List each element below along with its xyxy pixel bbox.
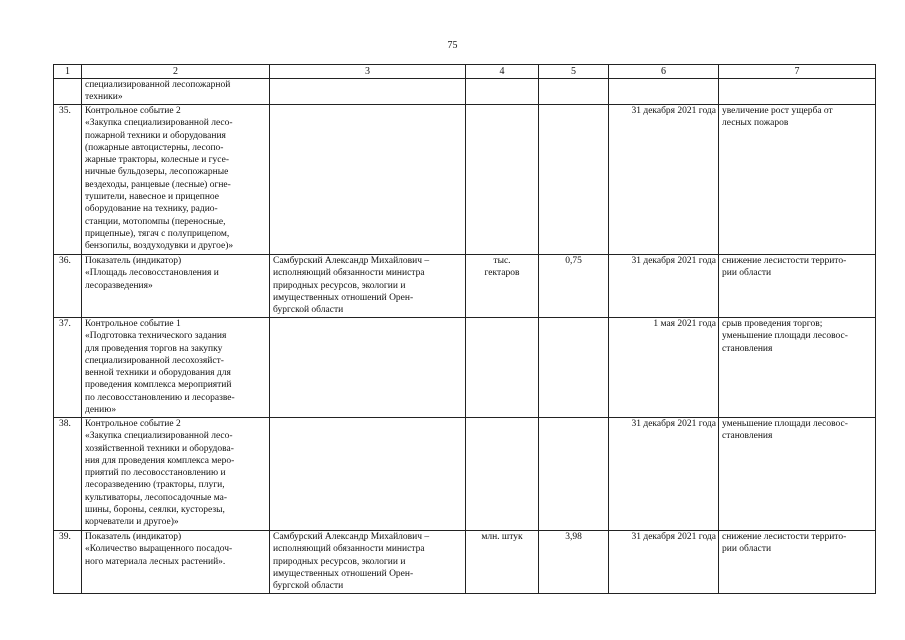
column-header: 2 xyxy=(82,65,270,79)
date-cell: 31 декабря 2021 года xyxy=(609,105,719,255)
table-row xyxy=(54,318,876,418)
row-number-cell: 37. xyxy=(54,318,82,418)
risk-cell: увеличение рост ущерба от лесных пожаров xyxy=(719,105,876,255)
responsible-cell xyxy=(270,318,466,418)
page-number: 75 xyxy=(447,40,458,51)
table-row xyxy=(54,105,876,255)
value-cell: 0,75 xyxy=(539,255,609,318)
column-header: 3 xyxy=(270,65,466,79)
responsible-cell: Самбурский Александр Михайлович – исполняющий обязанности министра природных ресурсов, экологии и имущественных отношений Орен- бургской области xyxy=(270,531,466,594)
value-cell xyxy=(539,318,609,418)
risk-cell xyxy=(719,79,876,105)
date-cell xyxy=(609,79,719,105)
unit-cell xyxy=(466,79,539,105)
value-cell xyxy=(539,79,609,105)
unit-cell xyxy=(466,105,539,255)
risk-cell: срыв проведения торгов; уменьшение площади лесовос- становления xyxy=(719,318,876,418)
column-header: 7 xyxy=(719,65,876,79)
row-number-cell: 38. xyxy=(54,418,82,531)
table-row xyxy=(54,79,876,105)
responsible-cell xyxy=(270,105,466,255)
unit-cell xyxy=(466,318,539,418)
table-header-row xyxy=(54,65,876,79)
date-cell: 1 мая 2021 года xyxy=(609,318,719,418)
unit-cell xyxy=(466,418,539,531)
risk-cell: уменьшение площади лесовос- становления xyxy=(719,418,876,531)
row-number-cell: 36. xyxy=(54,255,82,318)
table-row xyxy=(54,418,876,531)
row-number-cell: 35. xyxy=(54,105,82,255)
row-number-cell: 39. xyxy=(54,531,82,594)
unit-cell: млн. штук xyxy=(466,531,539,594)
column-header: 4 xyxy=(466,65,539,79)
risk-cell: снижение лесистости террито- рии области xyxy=(719,255,876,318)
event-name-cell: Показатель (индикатор) «Количество выращенного посадоч- ного материала лесных растений». xyxy=(82,531,270,594)
row-number-cell xyxy=(54,79,82,105)
value-cell xyxy=(539,418,609,531)
table-row xyxy=(54,531,876,594)
table-row xyxy=(54,255,876,318)
date-cell: 31 декабря 2021 года xyxy=(609,531,719,594)
risk-cell: снижение лесистости террито- рии области xyxy=(719,531,876,594)
column-header: 1 xyxy=(54,65,82,79)
event-name-cell: специализированной лесопожарной техники» xyxy=(82,79,270,105)
responsible-cell xyxy=(270,79,466,105)
column-header: 6 xyxy=(609,65,719,79)
event-name-cell: Контрольное событие 2 «Закупка специализированной лесо- пожарной техники и оборудования (пожарные автоцистерны, лесопо- жарные тракторы, колесные и гусе- ничные бульдозеры, лесопожарные вездеходы, ранцевые (лесные) огне- тушители, навесное и прицепное оборудование на технику, радио- станции, мотопомпы (переносные, прицепные), тягач с полуприцепом, бензопилы, воздуходувки и другое)» xyxy=(82,105,270,255)
column-header: 5 xyxy=(539,65,609,79)
responsible-cell: Самбурский Александр Михайлович – исполняющий обязанности министра природных ресурсов, экологии и имущественных отношений Орен- бургской области xyxy=(270,255,466,318)
plan-table xyxy=(53,64,876,594)
responsible-cell xyxy=(270,418,466,531)
date-cell: 31 декабря 2021 года xyxy=(609,255,719,318)
event-name-cell: Показатель (индикатор) «Площадь лесовосстановления и лесоразведения» xyxy=(82,255,270,318)
event-name-cell: Контрольное событие 2 «Закупка специализированной лесо- хозяйственной техники и оборудова- ния для проведения комплекса меро- приятий по лесовосстановлению и лесоразведению (тракторы, плуги, культиваторы, лесопосадочные ма- шины, бороны, сеялки, кусторезы, корчеватели и другое)» xyxy=(82,418,270,531)
date-cell: 31 декабря 2021 года xyxy=(609,418,719,531)
value-cell: 3,98 xyxy=(539,531,609,594)
event-name-cell: Контрольное событие 1 «Подготовка технического задания для проведения торгов на закупку специализированной лесохозяйст- венной техники и оборудования для проведения комплекса мероприятий по лесовосстановлению и лесоразве- дению» xyxy=(82,318,270,418)
unit-cell: тыс. гектаров xyxy=(466,255,539,318)
value-cell xyxy=(539,105,609,255)
